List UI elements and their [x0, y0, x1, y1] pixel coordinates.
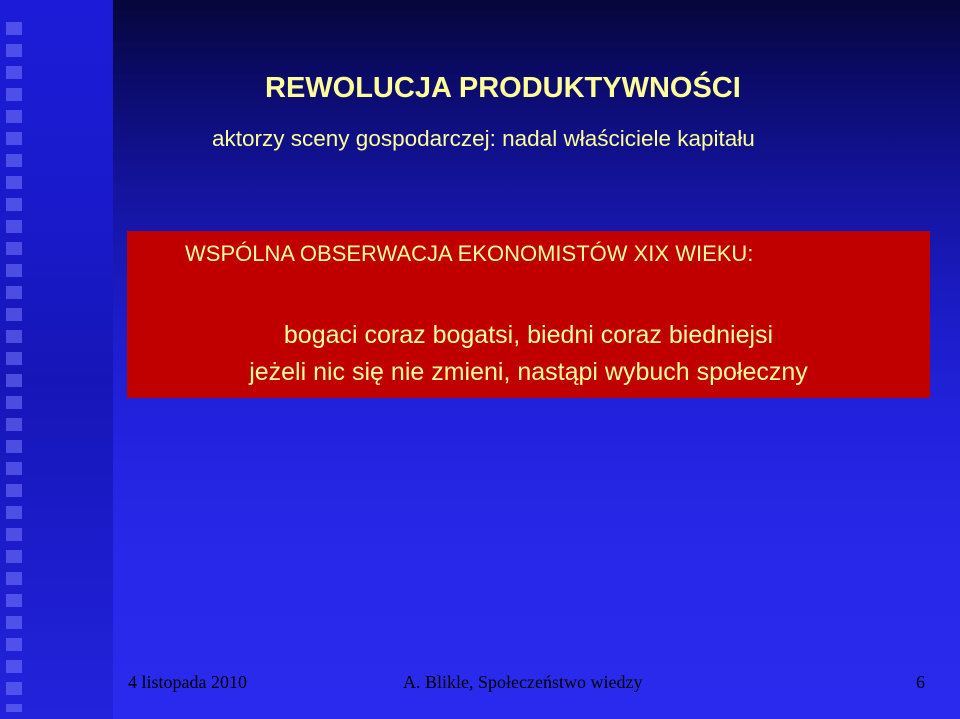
footer-date: 4 listopada 2010 [128, 672, 247, 692]
decorative-squares [6, 22, 22, 712]
observation-line: jeżeli nic się nie zmieni, nastąpi wybuch społeczny [249, 358, 808, 386]
slide-subtitle: aktorzy sceny gospodarczej: nadal właściciele kapitału [212, 126, 755, 151]
slide-title: REWOLUCJA PRODUKTYWNOŚCI [265, 72, 741, 104]
page-number: 6 [916, 672, 925, 692]
observation-line: bogaci coraz bogatsi, biedni coraz biedniejsi [283, 321, 774, 349]
observation-heading: WSPÓLNA OBSERWACJA EKONOMISTÓW XIX WIEKU: [185, 241, 754, 266]
observation-box [127, 231, 930, 398]
left-decorative-strip [0, 0, 113, 719]
footer-author: A. Blikle, Społeczeństwo wiedzy [403, 672, 643, 692]
observation-lines [127, 317, 930, 391]
